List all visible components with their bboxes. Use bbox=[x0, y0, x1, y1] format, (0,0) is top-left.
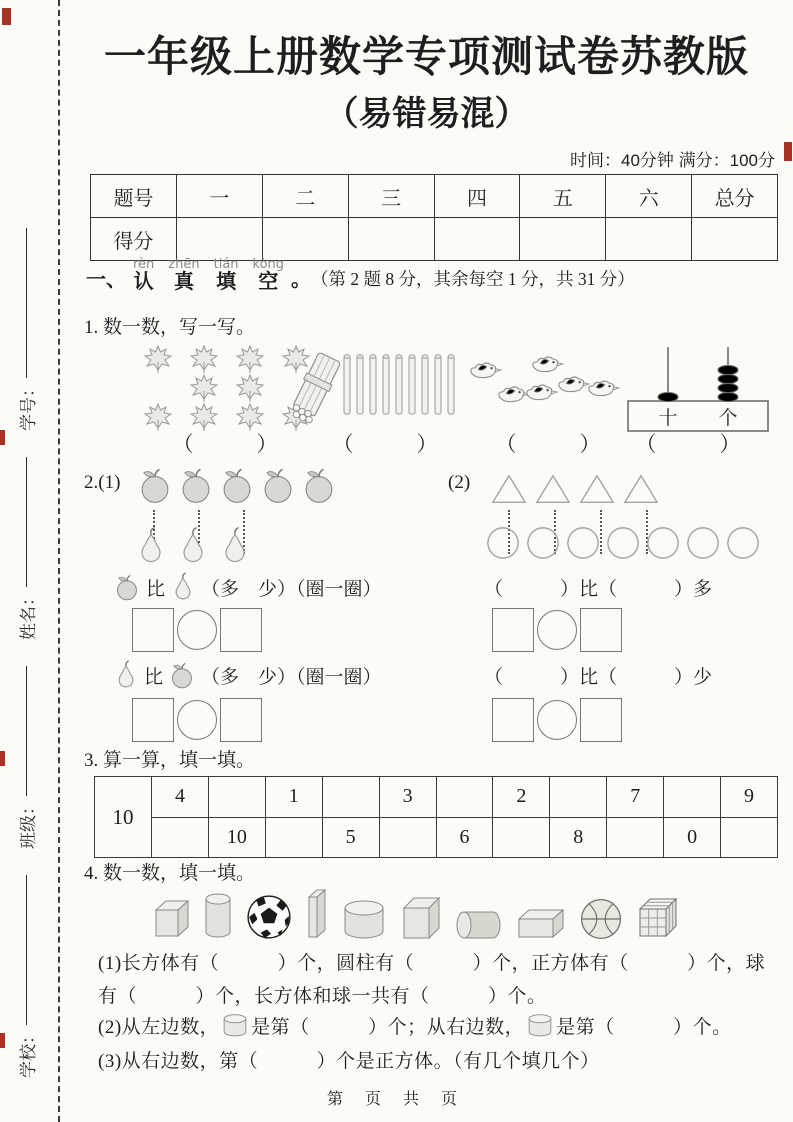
tall-cuboid-icon bbox=[305, 886, 329, 940]
q4-line-2-part: 是第（ ）个。 bbox=[556, 1017, 732, 1038]
q3-column bbox=[550, 777, 607, 857]
make-ten-table bbox=[94, 776, 778, 858]
q3-column bbox=[209, 777, 266, 857]
q3-column bbox=[266, 777, 323, 857]
page-subtitle: （易错易混） bbox=[324, 95, 529, 133]
q4-line-1b: 有（ ）个，长方体和球一共有（ ）个。 bbox=[98, 986, 547, 1007]
compare-answer-boxes bbox=[492, 608, 622, 652]
q3-cell bbox=[437, 777, 493, 818]
section-word bbox=[133, 258, 154, 293]
q2-part1-label: 2.(1) bbox=[84, 472, 121, 493]
seal-dashed-line bbox=[58, 0, 60, 1122]
red-scan-mark bbox=[2, 8, 11, 25]
score-cell bbox=[176, 218, 262, 261]
class-label: 班级： bbox=[19, 798, 38, 849]
q3-cell: 7 bbox=[607, 777, 663, 818]
q3-label: 3. 算一算，填一填。 bbox=[84, 750, 256, 771]
score-cell: 得分 bbox=[91, 218, 177, 261]
hanzi: 空 bbox=[258, 271, 279, 293]
q3-column bbox=[607, 777, 664, 857]
student-id-blank-line bbox=[26, 228, 27, 378]
q3-cell: 3 bbox=[380, 777, 436, 818]
red-scan-mark bbox=[784, 142, 792, 161]
q3-column bbox=[437, 777, 494, 857]
apple-icon bbox=[261, 466, 295, 504]
wide-cylinder-icon bbox=[221, 1013, 249, 1037]
triangle-icon bbox=[578, 472, 616, 506]
apple-icon bbox=[138, 466, 172, 504]
q2-compare-line-4 bbox=[484, 662, 712, 689]
class-blank-line bbox=[26, 666, 27, 796]
q3-cell: 10 bbox=[226, 825, 247, 848]
q4-line-3: (3)从右边数，第（ ）个是正方体。（有几个填几个） bbox=[98, 1051, 600, 1072]
triangle-icon bbox=[490, 472, 528, 506]
q4-line-2-part: 是第（ ）个；从右边数， bbox=[251, 1017, 525, 1038]
pinyin: kòng bbox=[252, 257, 285, 272]
stick-icon bbox=[355, 352, 365, 418]
rubiks-cube-icon bbox=[635, 892, 679, 940]
q2-compare-line-2 bbox=[112, 660, 382, 690]
score-header-cell: 题号 bbox=[91, 175, 177, 218]
maple-leaf-icon bbox=[234, 373, 266, 403]
stick-icon bbox=[368, 352, 378, 418]
school-blank-line bbox=[26, 875, 27, 1025]
q3-column bbox=[493, 777, 550, 857]
soccer-ball-icon bbox=[246, 894, 292, 940]
flat-cuboid-icon bbox=[515, 906, 567, 940]
q3-column bbox=[721, 777, 777, 857]
apple-icon bbox=[114, 573, 140, 601]
maple-leaf-icon bbox=[188, 344, 220, 374]
q3-cell bbox=[323, 777, 379, 818]
q4-line-2-part: (2)从左边数， bbox=[98, 1017, 220, 1038]
pinyin: rèn bbox=[133, 257, 155, 272]
compare-answer-boxes bbox=[132, 608, 262, 652]
q3-column bbox=[664, 777, 721, 857]
stick-icon bbox=[446, 352, 456, 418]
pear-icon bbox=[220, 526, 250, 566]
score-cell bbox=[434, 218, 520, 261]
score-header-cell: 二 bbox=[262, 175, 348, 218]
class-field bbox=[14, 666, 39, 849]
stick-icon bbox=[433, 352, 443, 418]
circle-icon bbox=[486, 526, 520, 560]
q2-part2-label: (2) bbox=[448, 472, 471, 493]
q2-compare-line-3 bbox=[484, 574, 712, 601]
score-cell bbox=[606, 218, 692, 261]
score-header-cell: 总分 bbox=[692, 175, 778, 218]
circle-icon bbox=[646, 526, 680, 560]
section-word bbox=[168, 258, 199, 293]
name-field bbox=[14, 457, 39, 640]
q3-cell: 9 bbox=[721, 777, 777, 818]
name-blank-line bbox=[26, 457, 27, 587]
score-cell bbox=[520, 218, 606, 261]
number-box bbox=[220, 698, 262, 742]
solid-shapes-row bbox=[150, 886, 735, 940]
bird-icon bbox=[522, 380, 558, 407]
compare-word: 比 bbox=[144, 666, 164, 688]
compare-answer-boxes bbox=[492, 698, 622, 742]
number-box bbox=[132, 698, 174, 742]
q3-cell bbox=[152, 818, 208, 858]
stick-icon bbox=[407, 352, 417, 418]
section-word bbox=[253, 258, 285, 293]
pear-icon bbox=[171, 572, 195, 602]
compare-fill-text: （ ）比（ ）多 bbox=[484, 579, 713, 600]
q3-cell bbox=[721, 818, 777, 858]
circle-icon bbox=[566, 526, 600, 560]
score-table-header-row bbox=[91, 175, 778, 218]
triangle-icon bbox=[534, 472, 572, 506]
pinyin: tián bbox=[213, 257, 239, 272]
wide-cylinder-icon bbox=[526, 1013, 554, 1037]
q1-label: 1. 数一数，写一写。 bbox=[84, 317, 256, 338]
hanzi: 真 bbox=[173, 271, 194, 293]
score-cell bbox=[692, 218, 778, 261]
score-header-cell: 一 bbox=[176, 175, 262, 218]
q3-cell: 5 bbox=[345, 825, 356, 848]
bird-icon bbox=[584, 376, 620, 403]
score-header-cell: 三 bbox=[348, 175, 434, 218]
symbol-circle bbox=[177, 700, 217, 740]
q3-cell bbox=[493, 818, 549, 858]
hanzi: 填 bbox=[216, 271, 237, 293]
score-cell bbox=[348, 218, 434, 261]
q4-line-1a: (1)长方体有（ ）个，圆柱有（ ）个，正方体有（ ）个，球 bbox=[98, 953, 766, 974]
pear-icon bbox=[136, 526, 166, 566]
symbol-circle bbox=[537, 610, 577, 650]
answer-blank: （ ） bbox=[172, 432, 278, 456]
school-field bbox=[14, 875, 39, 1078]
q3-cell: 0 bbox=[687, 825, 698, 848]
pinyin: zhēn bbox=[168, 257, 200, 272]
section-word bbox=[214, 258, 239, 293]
red-scan-mark bbox=[0, 751, 5, 766]
student-id-field bbox=[14, 228, 39, 431]
score-header-cell: 六 bbox=[606, 175, 692, 218]
triangles-row bbox=[490, 472, 660, 506]
student-info-margin bbox=[14, 38, 39, 1078]
number-box bbox=[580, 608, 622, 652]
maple-leaf-icon bbox=[142, 344, 174, 374]
compare-word: 比 bbox=[146, 578, 166, 600]
number-box bbox=[132, 608, 174, 652]
section-number: 一、 bbox=[86, 269, 126, 291]
school-label: 学校： bbox=[19, 1027, 38, 1078]
triangle-icon bbox=[622, 472, 660, 506]
circle-icon bbox=[606, 526, 640, 560]
apples-row bbox=[138, 466, 336, 504]
q3-cell bbox=[380, 818, 436, 858]
single-sticks-group bbox=[342, 352, 456, 418]
q3-cell: 8 bbox=[573, 825, 584, 848]
red-scan-mark bbox=[0, 1033, 5, 1048]
apple-icon bbox=[179, 466, 213, 504]
number-box bbox=[580, 698, 622, 742]
maple-leaf-icon bbox=[188, 373, 220, 403]
circle-icon bbox=[726, 526, 760, 560]
stick-bundle-icon bbox=[284, 348, 346, 433]
compare-fill-text: （ ）比（ ）少 bbox=[484, 667, 713, 688]
pear-icon bbox=[178, 526, 208, 566]
q3-cell: 6 bbox=[459, 825, 470, 848]
name-label: 姓名： bbox=[19, 589, 38, 640]
stick-icon bbox=[420, 352, 430, 418]
score-cell bbox=[262, 218, 348, 261]
bird-icon bbox=[466, 358, 502, 385]
maple-leaf-icon bbox=[234, 344, 266, 374]
q3-cell bbox=[607, 818, 663, 858]
score-header-cell: 四 bbox=[434, 175, 520, 218]
number-box bbox=[220, 608, 262, 652]
page-title: 一年级上册数学专项测试卷苏教版 bbox=[103, 33, 749, 80]
score-table bbox=[90, 174, 778, 261]
q3-column bbox=[380, 777, 437, 857]
circles-row bbox=[486, 526, 760, 560]
q3-cell: 4 bbox=[152, 777, 208, 818]
abacus-ones-label: 个 bbox=[718, 408, 738, 429]
apple-icon bbox=[220, 466, 254, 504]
student-id-label: 学号： bbox=[19, 380, 38, 431]
symbol-circle bbox=[537, 700, 577, 740]
page-footer: 第 页 共 页 bbox=[326, 1091, 466, 1108]
apple-icon bbox=[302, 466, 336, 504]
number-box bbox=[492, 608, 534, 652]
basketball-icon bbox=[580, 898, 622, 940]
q4-line-2 bbox=[98, 1012, 786, 1039]
lying-cylinder-icon bbox=[454, 910, 502, 940]
score-table-score-row bbox=[91, 218, 778, 261]
q3-cell: 1 bbox=[266, 777, 322, 818]
q2-compare-line-1 bbox=[112, 572, 382, 602]
q4-label: 4. 数一数，填一填。 bbox=[84, 863, 256, 884]
circle-icon bbox=[526, 526, 560, 560]
cube-icon bbox=[399, 894, 441, 940]
stick-icon bbox=[381, 352, 391, 418]
score-header-cell: 五 bbox=[520, 175, 606, 218]
q3-cell bbox=[664, 777, 720, 818]
stick-icon bbox=[394, 352, 404, 418]
answer-blank: （ ） bbox=[495, 432, 601, 456]
q3-cell bbox=[550, 777, 606, 818]
q3-cell bbox=[266, 818, 322, 858]
symbol-circle bbox=[177, 610, 217, 650]
apple-icon bbox=[169, 661, 195, 689]
q3-cell: 2 bbox=[493, 777, 549, 818]
cylinder-icon bbox=[203, 890, 233, 940]
compare-answer-boxes bbox=[132, 698, 262, 742]
time-score-meta: 时间：40分钟 满分：100分 bbox=[570, 151, 775, 170]
q3-cell bbox=[209, 777, 265, 818]
hanzi: 认 bbox=[133, 271, 154, 293]
cuboid-icon bbox=[150, 896, 190, 940]
section-1-heading bbox=[86, 258, 635, 293]
choice-text: （多 少）（圈一圈） bbox=[201, 578, 382, 600]
section-period: 。 bbox=[291, 269, 312, 291]
answer-blank: （ ） bbox=[635, 432, 741, 456]
pears-row bbox=[136, 526, 250, 566]
number-box bbox=[492, 698, 534, 742]
birds-group bbox=[466, 350, 618, 426]
abacus-tens-label: 十 bbox=[658, 408, 678, 429]
q3-column bbox=[152, 777, 209, 857]
red-scan-mark bbox=[0, 430, 5, 445]
choice-text: （多 少）（圈一圈） bbox=[201, 666, 382, 688]
wide-cylinder-icon bbox=[342, 898, 386, 940]
q3-total-cell: 10 bbox=[95, 777, 152, 857]
section-score-note: （第 2 题 8 分，其余每空 1 分，共 31 分） bbox=[311, 269, 635, 289]
stick-icon bbox=[342, 352, 352, 418]
pear-icon bbox=[114, 660, 138, 690]
circle-icon bbox=[686, 526, 720, 560]
q3-column bbox=[323, 777, 380, 857]
answer-blank: （ ） bbox=[332, 432, 438, 456]
